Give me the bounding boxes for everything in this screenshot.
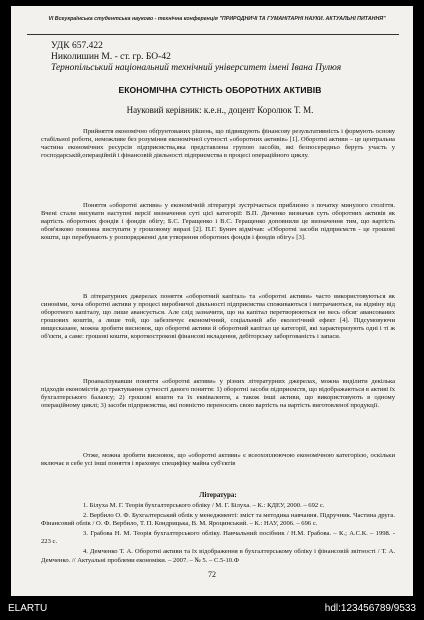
header-divider bbox=[27, 34, 399, 35]
paragraph: Проаналізувавши поняття «оборотні активи» у різних літературних джерелах, можна виділити декілька підходів економістів до трактування сутності даного поняття: 1) оборотні засоби підприємств, що відображаються в активі їх бухгалтерського балансу; 2) грошові кошти та їх еквіваленти, а також інші активи, що використовують в одному операційному циклі; 3) засоби підприємства, які повністю переносять свою вартість на вартість виготовленої продукції. bbox=[41, 378, 395, 410]
body-text bbox=[41, 378, 395, 410]
body-text bbox=[41, 128, 395, 160]
document-page bbox=[11, 6, 413, 596]
handle-id: hdl:123456789/9533 bbox=[324, 603, 416, 614]
paragraph: Отже, можна зробити висновок, що «оборотні активи» є всеохоплюючою економічною категорією, оскільки включає в себе усі інші поняття і враховує специфіку майна суб'єктів bbox=[41, 452, 395, 468]
body-text bbox=[41, 202, 395, 242]
conference-header: VI Всеукраїнська студентська науково - технічна конференція "ПРИРОДНИЧІ ТА ГУМАНІТАРНІ НАУКИ. АКТУАЛЬНІ ПИТАННЯ" bbox=[48, 16, 386, 22]
paragraph: В літературних джерелах поняття «оборотний капітал» та «оборотні активи» часто використовуються як синоніми, хоча оборотні активи у процесі виробничої діяльності підприємства споживаються і витрачаються, на відміну від оборотного капіталу, що лише авансується. Але слід зазначити, що на капітал перетворюються не весь обсяг авансованих грошових коштів, а лише той, що забезпечує економічний, соціальний або екологічний ефект [4]. Підсумовуючи вищесказане, можна зробити висновок, що оборотні активи й оборотний капітал це категорії, які характеризують одні і ті ж об'єкти, а саме: грошові кошти, короткострокові фінансові вкладення, дебіторську заборгованість і запаси. bbox=[41, 293, 395, 341]
supervisor: Науковий керівник: к.е.н., доцент Королюк Т. М. bbox=[126, 105, 314, 115]
udk-code: УДК 657.422 bbox=[51, 41, 103, 51]
repository-name: ELARTU bbox=[8, 603, 48, 614]
references-title: Література: bbox=[199, 491, 237, 499]
reference-item: 1. Білуха М. Г. Теорія бухгалтерського обліку / М. Г. Білуха. – К.: КДЕУ, 2000. – 692 с. bbox=[83, 502, 325, 509]
reference-item: 3. Грабова Н. М. Теорія бухгалтерського обліку. Навчальний посібник / Н.М. Грабова. – К.; А.С.К. – 1998. - 223 с. bbox=[41, 530, 395, 546]
page-number: 72 bbox=[208, 570, 216, 579]
page-title: ЕКОНОМІЧНА СУТНІСТЬ ОБОРОТНИХ АКТИВІВ bbox=[118, 85, 322, 95]
university: Тернопільський національний технічний університет імені Івана Пулюя bbox=[51, 63, 342, 73]
references-list bbox=[41, 502, 395, 567]
reference-item: 4. Демченко Т. А. Оборотні активи та їх відображення в бухгалтерському обліку і фінансовій звітності / Т. А. Демченко. // Актуальні проблеми економіки. – 2007. – № 5. – С.5-10.Ф bbox=[41, 548, 395, 564]
body-text bbox=[41, 293, 395, 341]
reference-item: 2. Вербило О. Ф. Бухгалтерський облік у менеджменті: зміст та методика навчання. Підручник. Частина друга. Фінансовий облік / О. Ф. Вербило, Т. П. Кондрицька, В. М. Яроцинський. – К.: НАУ, 2006. – 696 с. bbox=[41, 512, 395, 528]
authors: Николишин М. - ст. гр. БО-42 bbox=[51, 52, 171, 62]
paragraph: Поняття «оборотні активи» у економічній літературі зустрічається приблизно з початку минулого століття. Вчені стали висувати наступні версії визначення суті цієї категорії: В.П. Диченко визначав суть оборотних активів як вартість оборотних фондів і фондів обігу; Б.С. Геращенко і В.С. Геращенко доповнили це визначення тим, що вартість обов'язково повинна виступати у грошовому виразі [2]. П.Г. Бунич відмічав: «Оборотні засоби підприємств - це грошові кошти, що перебувають у розпорядженні для утворення оборотних фондів і фондів обігу» [3]. bbox=[41, 202, 395, 242]
paragraph: Прийняття економічно обґрунтованих рішень, що підвищують фінансову результативність і формують основу стабільної роботи, неможливе без розуміння економічної сутності «оборотних активів» [1]. Оборотні активи – це центральна частина економічних ресурсів підприємства,яка представлена групою засобів, які безпосередньо беруть участь у господарській,операційній і фінансовій діяльності підприємства в процесі операційного циклу. bbox=[41, 128, 395, 160]
body-text bbox=[41, 452, 395, 468]
